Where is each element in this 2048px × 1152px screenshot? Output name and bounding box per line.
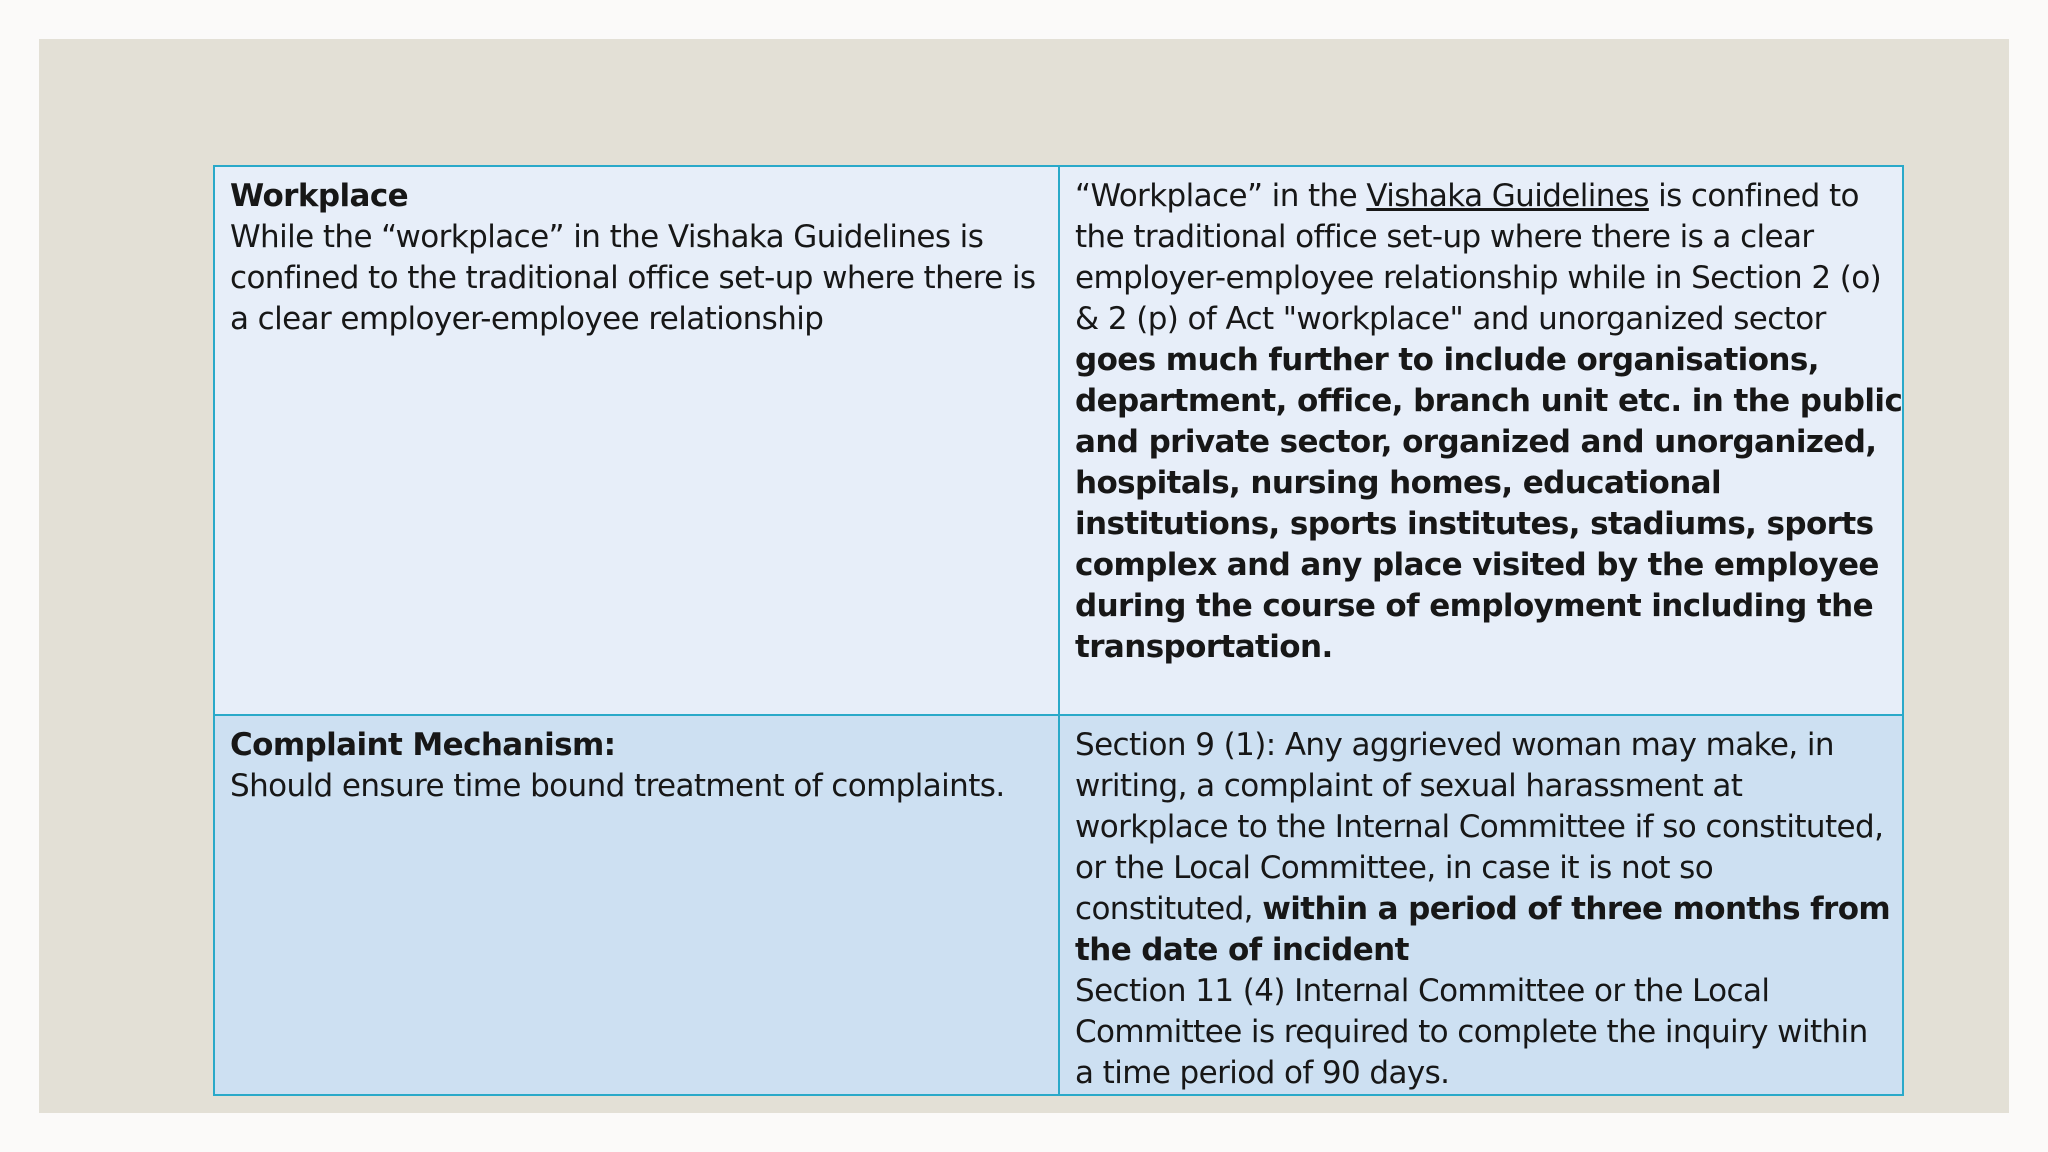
- complaint-right-line5-plain: constituted,: [1075, 891, 1263, 927]
- slide-background: [39, 39, 2009, 1113]
- workplace-right-intro-a: “Workplace” in the: [1075, 178, 1367, 214]
- workplace-right-bold-line: complex and any place visited by the employee: [1075, 547, 1879, 583]
- workplace-heading: Workplace: [230, 178, 409, 214]
- complaint-right-cell: [1060, 716, 1902, 1094]
- complaint-heading: Complaint Mechanism:: [230, 727, 616, 763]
- workplace-right-bold-line: hospitals, nursing homes, educational: [1075, 465, 1722, 501]
- workplace-right-line: the traditional office set-up where there is a clear: [1075, 219, 1814, 255]
- workplace-right-bold-line: transportation.: [1075, 629, 1333, 665]
- complaint-right-line5-bold: within a period of three months from: [1262, 891, 1891, 927]
- vishaka-guidelines-link[interactable]: Vishaka Guidelines: [1366, 178, 1649, 214]
- complaint-right-line: Section 9 (1): Any aggrieved woman may make, in: [1075, 727, 1834, 763]
- workplace-left-line: a clear employer-employee relationship: [230, 301, 824, 337]
- complaint-right-line: workplace to the Internal Committee if so constituted,: [1075, 809, 1884, 845]
- complaint-right-line: writing, a complaint of sexual harassment at: [1075, 768, 1743, 804]
- workplace-right-bold-line: goes much further to include organisations,: [1075, 342, 1819, 378]
- complaint-right-tail-line: a time period of 90 days.: [1075, 1055, 1450, 1091]
- complaint-right-line: or the Local Committee, in case it is not so: [1075, 850, 1714, 886]
- workplace-right-intro-b: is confined to: [1648, 178, 1859, 214]
- workplace-left-line: While the “workplace” in the Vishaka Guidelines is: [230, 219, 984, 255]
- complaint-right-tail-line: Section 11 (4) Internal Committee or the Local: [1075, 973, 1770, 1009]
- workplace-right-cell: [1060, 167, 1902, 716]
- complaint-left-cell: [215, 716, 1060, 1094]
- workplace-right-line: employer-employee relationship while in Section 2 (o): [1075, 260, 1882, 296]
- workplace-left-cell: [215, 167, 1060, 716]
- workplace-right-bold-line: during the course of employment including the: [1075, 588, 1874, 624]
- workplace-right-line: & 2 (p) of Act "workplace" and unorganized sector: [1075, 301, 1826, 337]
- workplace-left-line: confined to the traditional office set-up where there is: [230, 260, 1036, 296]
- comparison-table: [213, 165, 1904, 1096]
- complaint-right-tail-line: Committee is required to complete the inquiry within: [1075, 1014, 1868, 1050]
- workplace-right-bold-line: department, office, branch unit etc. in the public: [1075, 383, 1902, 419]
- workplace-right-bold-line: institutions, sports institutes, stadiums, sports: [1075, 506, 1874, 542]
- workplace-right-intro: [1075, 176, 1888, 217]
- complaint-left-text: Should ensure time bound treatment of complaints.: [230, 768, 1005, 804]
- complaint-right-line-mixed: [1075, 889, 1891, 930]
- complaint-right-bold-line: the date of incident: [1075, 932, 1409, 968]
- workplace-right-bold-line: and private sector, organized and unorganized,: [1075, 424, 1877, 460]
